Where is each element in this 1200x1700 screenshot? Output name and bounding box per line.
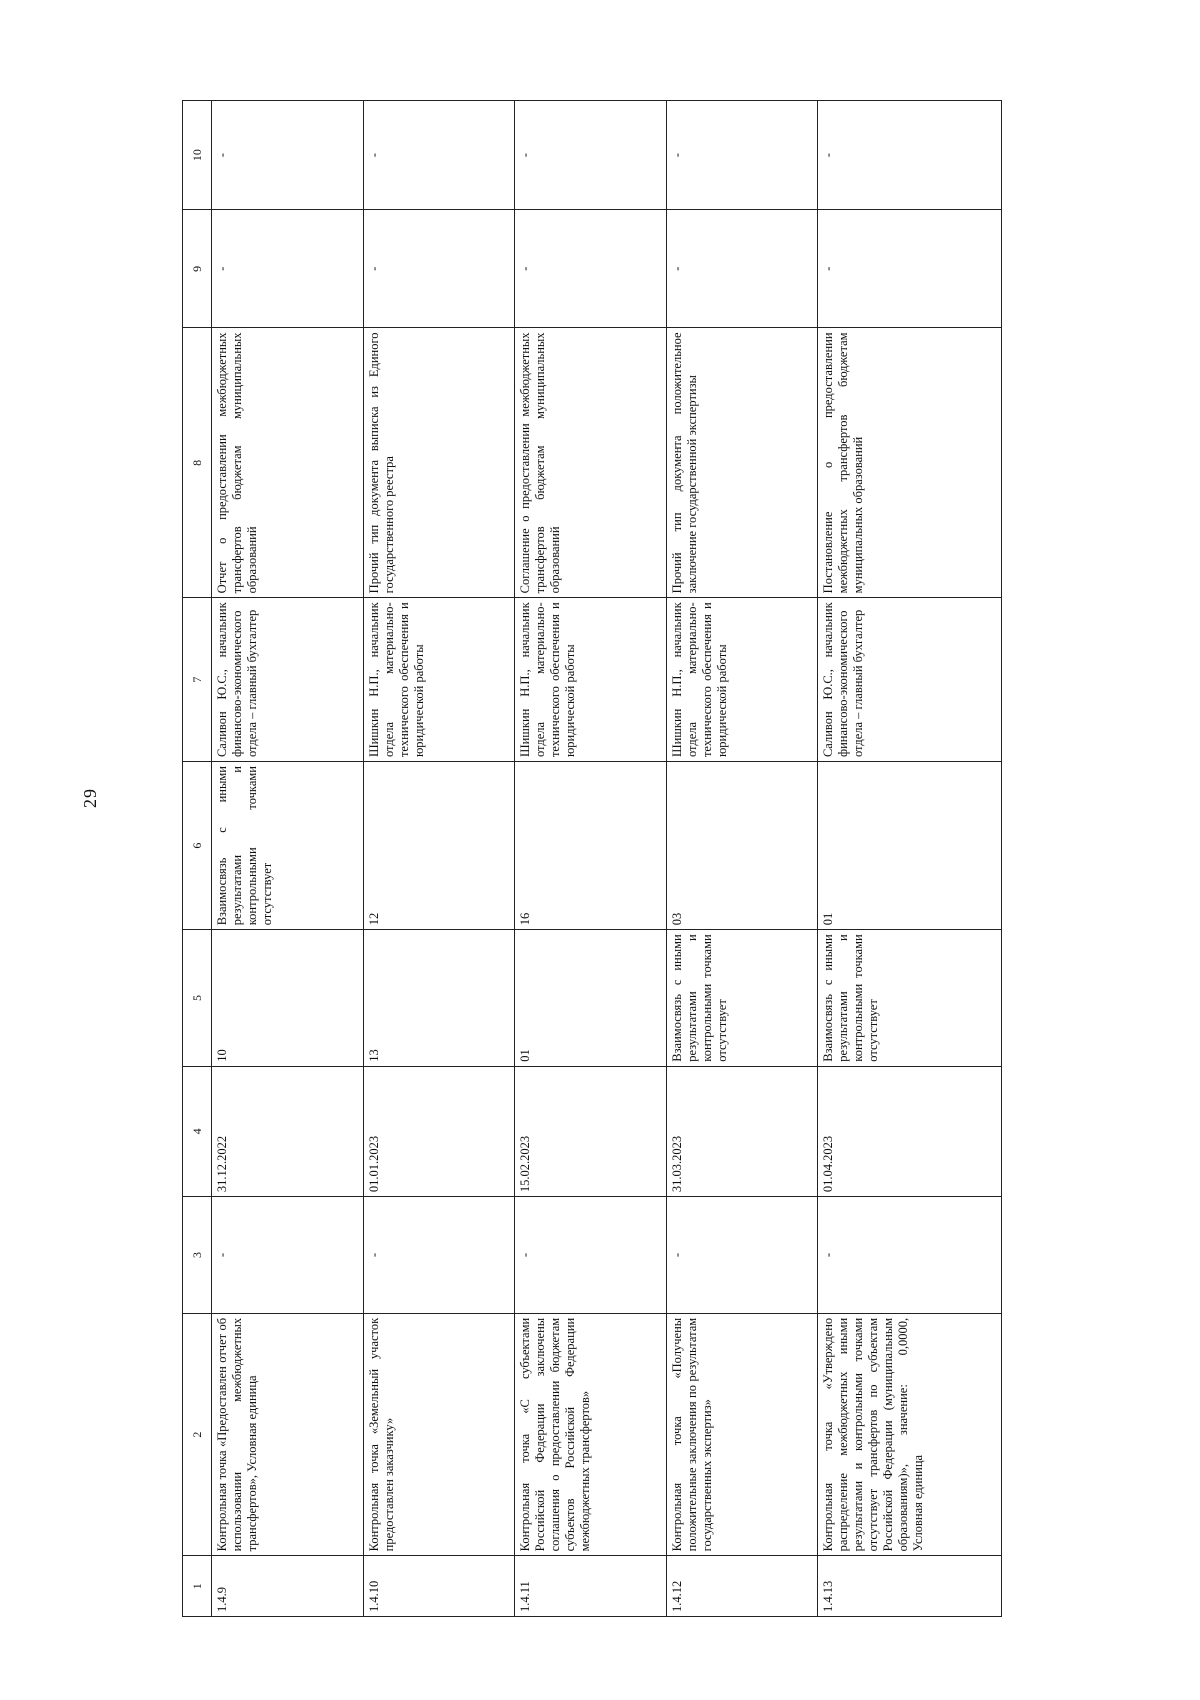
cell-col-6: Взаимосвязь с иными результатами и контрольными точками отсутствует — [212, 762, 364, 930]
row-number: 1.4.10 — [363, 1556, 515, 1617]
date-cell: 01.01.2023 — [363, 1066, 515, 1196]
control-points-table — [182, 100, 1002, 1617]
row-number: 1.4.13 — [818, 1556, 1002, 1617]
date-cell: 15.02.2023 — [515, 1066, 667, 1196]
control-point-name: Контрольная точка «Предоставлен отчет об использовании межбюджетных трансфертов», Условная единица — [212, 1313, 364, 1556]
control-point-name: Контрольная точка «С субъектами Российской Федерации заключены соглашения о предоставлении бюджетам субъектов Российской Федерации межбюджетных трансфертов» — [515, 1313, 667, 1556]
cell-col-6: 16 — [515, 762, 667, 930]
header-col-5: 5 — [183, 930, 212, 1066]
document-cell: Прочий тип документа положительное заключение государственной экспертизы — [666, 328, 818, 598]
table-row — [666, 101, 818, 1617]
cell-col-3: - — [515, 1197, 667, 1314]
cell-col-6: 03 — [666, 762, 818, 930]
date-cell: 31.03.2023 — [666, 1066, 818, 1196]
header-col-2: 2 — [183, 1313, 212, 1556]
control-points-table-container — [182, 100, 1002, 1617]
responsible-cell: Шишкин Н.П., начальник отдела материально-технического обеспечения и юридической работы — [363, 598, 515, 762]
header-col-3: 3 — [183, 1197, 212, 1314]
cell-col-10: - — [363, 101, 515, 210]
header-col-7: 7 — [183, 598, 212, 762]
header-col-1: 1 — [183, 1556, 212, 1617]
cell-col-3: - — [818, 1197, 1002, 1314]
responsible-cell: Саливон Ю.С., начальник финансово-экономического отдела – главный бухгалтер — [818, 598, 1002, 762]
cell-col-5: Взаимосвязь с иными результатами и контрольными точками отсутствует — [666, 930, 818, 1066]
cell-col-5: 01 — [515, 930, 667, 1066]
table-row — [212, 101, 364, 1617]
cell-col-10: - — [212, 101, 364, 210]
cell-col-3: - — [666, 1197, 818, 1314]
header-row — [183, 101, 212, 1617]
cell-col-6: 12 — [363, 762, 515, 930]
cell-col-5: Взаимосвязь с иными результатами и контрольными точками отсутствует — [818, 930, 1002, 1066]
cell-col-9: - — [212, 210, 364, 328]
document-cell: Прочий тип документа выписка из Единого государственного реестра — [363, 328, 515, 598]
header-col-8: 8 — [183, 328, 212, 598]
cell-col-6: 01 — [818, 762, 1002, 930]
table-row — [515, 101, 667, 1617]
cell-col-9: - — [666, 210, 818, 328]
control-point-name: Контрольная точка «Земельный участок предоставлен заказчику» — [363, 1313, 515, 1556]
document-cell: Постановление о предоставлении межбюджетных трансфертов бюджетам муниципальных образований — [818, 328, 1002, 598]
header-col-6: 6 — [183, 762, 212, 930]
document-cell: Соглашение о предоставлении межбюджетных трансфертов бюджетам муниципальных образований — [515, 328, 667, 598]
control-point-name: Контрольная точка «Получены положительные заключения по результатам государственных экспертиз» — [666, 1313, 818, 1556]
cell-col-3: - — [212, 1197, 364, 1314]
table-row — [818, 101, 1002, 1617]
table-row — [363, 101, 515, 1617]
row-number: 1.4.11 — [515, 1556, 667, 1617]
cell-col-10: - — [818, 101, 1002, 210]
date-cell: 31.12.2022 — [212, 1066, 364, 1196]
cell-col-10: - — [666, 101, 818, 210]
control-point-name: Контрольная точка «Утверждено распределение межбюджетных иными результатами и контрольными точками отсутствует трансфертов по субъектам Российской Федерации (муниципальным образованиям)», значение: 0,0000, Условная единица — [818, 1313, 1002, 1556]
header-col-9: 9 — [183, 210, 212, 328]
cell-col-9: - — [363, 210, 515, 328]
page-number: 29 — [80, 788, 100, 808]
responsible-cell: Шишкин Н.П., начальник отдела материально-технического обеспечения и юридической работы — [515, 598, 667, 762]
header-col-4: 4 — [183, 1066, 212, 1196]
cell-col-5: 13 — [363, 930, 515, 1066]
row-number: 1.4.9 — [212, 1556, 364, 1617]
responsible-cell: Шишкин Н.П., начальник отдела материально-технического обеспечения и юридической работы — [666, 598, 818, 762]
cell-col-10: - — [515, 101, 667, 210]
date-cell: 01.04.2023 — [818, 1066, 1002, 1196]
cell-col-5: 10 — [212, 930, 364, 1066]
document-cell: Отчет о предоставлении межбюджетных трансфертов бюджетам муниципальных образований — [212, 328, 364, 598]
header-col-10: 10 — [183, 101, 212, 210]
row-number: 1.4.12 — [666, 1556, 818, 1617]
cell-col-9: - — [818, 210, 1002, 328]
responsible-cell: Саливон Ю.С., начальник финансово-экономического отдела – главный бухгалтер — [212, 598, 364, 762]
cell-col-3: - — [363, 1197, 515, 1314]
cell-col-9: - — [515, 210, 667, 328]
